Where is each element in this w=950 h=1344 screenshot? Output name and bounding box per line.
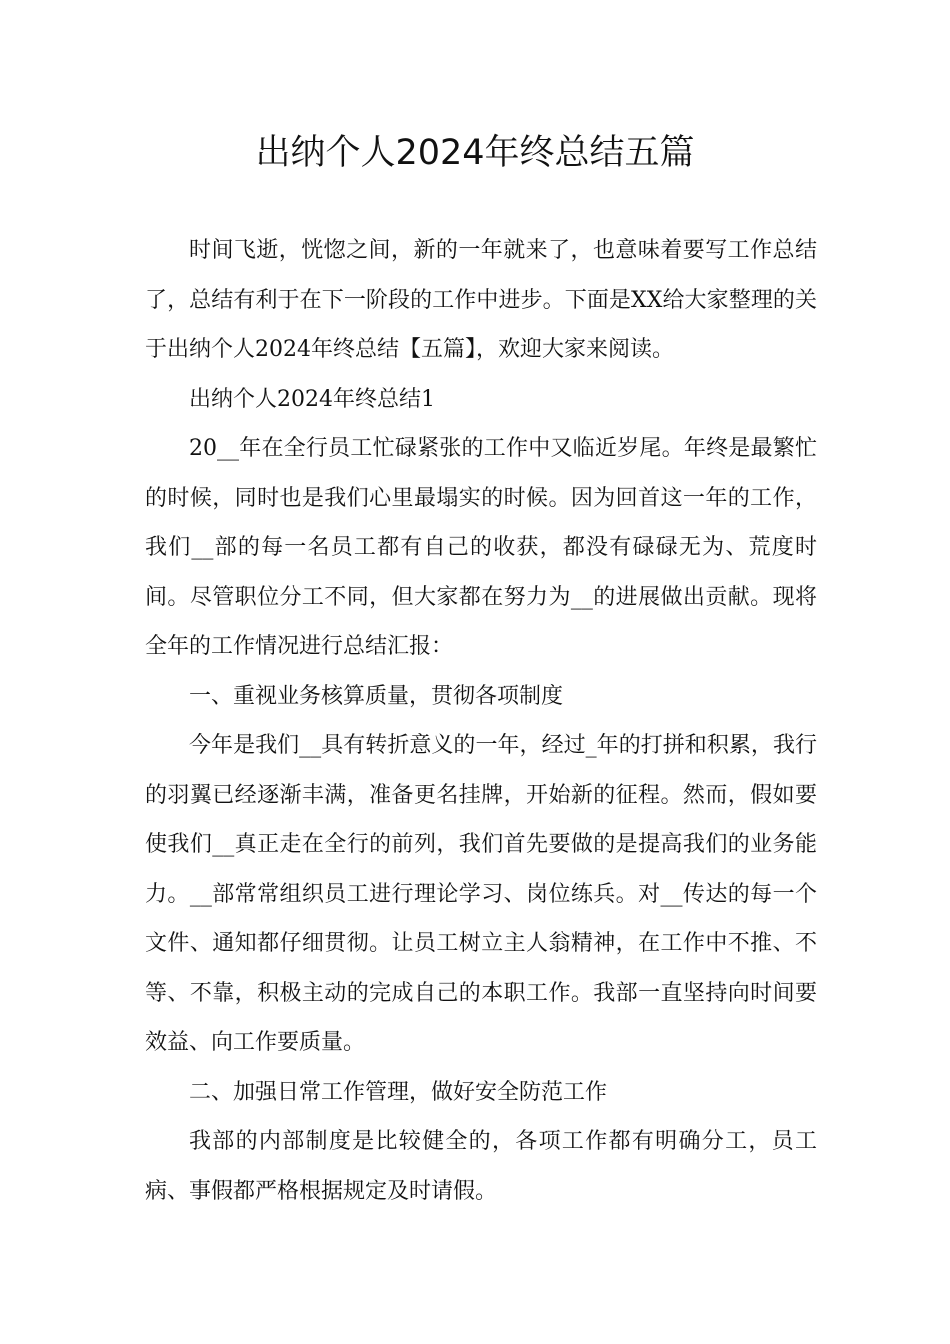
subsection-heading-2: 二、加强日常工作管理，做好安全防范工作	[189, 1079, 608, 1105]
document-body	[145, 226, 817, 1216]
body-paragraph: 我部的内部制度是比较健全的，各项工作都有明确分工，员工病、事假都严格根据规定及时请假。	[145, 1129, 817, 1204]
body-paragraph: 20__年在全行员工忙碌紧张的工作中又临近岁尾。年终是最繁忙的时候，同时也是我们心里最塌实的时候。因为回首这一年的工作，我们__部的每一名员工都有自己的收获，都没有碌碌无为、荒度时间。尽管职位分工不同，但大家都在努力为__的进展做出贡献。现将全年的工作情况进行总结汇报：	[145, 436, 817, 659]
intro-paragraph: 时间飞逝，恍惚之间，新的一年就来了，也意味着要写工作总结了，总结有利于在下一阶段的工作中进步。下面是XX给大家整理的关于出纳个人2024年终总结【五篇】，欢迎大家来阅读。	[145, 238, 817, 362]
section-heading-1: 出纳个人2024年终总结1	[189, 386, 435, 412]
document-title: 出纳个人2024年终总结五篇	[255, 133, 695, 173]
body-paragraph: 今年是我们__具有转折意义的一年，经过_年的打拼和积累，我行的羽翼已经逐渐丰满，准备更名挂牌，开始新的征程。然而，假如要使我们__真正走在全行的前列，我们首先要做的是提高我们的业务能力。__部常常组织员工进行理论学习、岗位练兵。对__传达的每一个文件、通知都仔细贯彻。让员工树立主人翁精神，在工作中不推、不等、不靠，积极主动的完成自己的本职工作。我部一直坚持向时间要效益、向工作要质量。	[145, 733, 817, 1055]
subsection-heading-1: 一、重视业务核算质量，贯彻各项制度	[189, 683, 564, 709]
